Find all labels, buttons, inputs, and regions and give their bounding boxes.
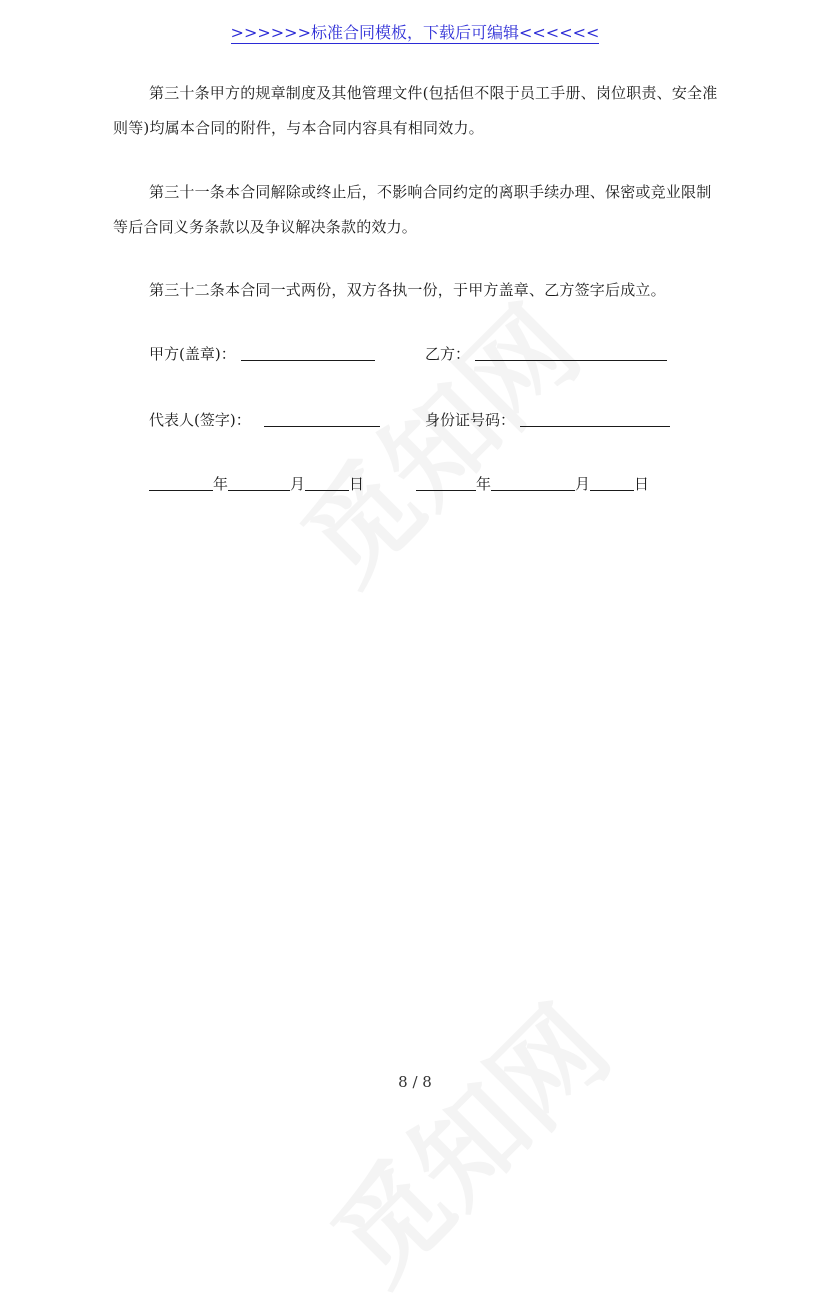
party-b-month-field[interactable] xyxy=(491,474,575,491)
day-label: 日 xyxy=(349,475,365,493)
party-b-day-field[interactable] xyxy=(590,474,634,491)
party-b-field[interactable] xyxy=(475,344,667,361)
article-32: 第三十二条本合同一式两份，双方各执一份，于甲方盖章、乙方签字后成立。 xyxy=(149,281,666,299)
header-banner-text[interactable]: >>>>>>标准合同模板，下载后可编辑<<<<<< xyxy=(230,23,600,42)
party-b-label: 乙方： xyxy=(425,345,471,363)
article-30: 第三十条甲方的规章制度及其他管理文件(包括但不限于员工手册、岗位职责、安全准则等)均属本合同的附件，与本合同内容具有相同效力。 xyxy=(113,84,718,137)
party-b-year-field[interactable] xyxy=(416,474,476,491)
representative-label: 代表人(签字)： xyxy=(149,411,251,429)
party-a-seal-field[interactable] xyxy=(241,344,375,361)
party-b-line xyxy=(425,343,667,365)
watermark xyxy=(262,266,607,611)
month-label: 月 xyxy=(575,475,591,493)
party-a-year-field[interactable] xyxy=(149,474,213,491)
date-line-party-a xyxy=(149,473,364,495)
page-indicator: 8 / 8 xyxy=(398,1073,432,1091)
day-label: 日 xyxy=(634,475,650,493)
article-31: 第三十一条本合同解除或终止后，不影响合同约定的离职手续办理、保密或竞业限制等后合同义务条款以及争议解决条款的效力。 xyxy=(113,183,712,236)
id-number-label: 身份证号码： xyxy=(425,411,516,429)
id-number-field[interactable] xyxy=(520,410,670,427)
year-label: 年 xyxy=(476,475,492,493)
header-banner[interactable] xyxy=(0,20,830,43)
representative-line xyxy=(149,409,380,431)
month-label: 月 xyxy=(290,475,306,493)
party-a-day-field[interactable] xyxy=(305,474,349,491)
party-a-label: 甲方(盖章)： xyxy=(149,345,236,363)
watermark xyxy=(292,966,637,1311)
year-label: 年 xyxy=(213,475,229,493)
party-a-line xyxy=(149,343,375,365)
date-line-party-b xyxy=(416,473,649,495)
party-a-month-field[interactable] xyxy=(228,474,290,491)
id-number-line xyxy=(425,409,670,431)
representative-signature-field[interactable] xyxy=(264,410,380,427)
